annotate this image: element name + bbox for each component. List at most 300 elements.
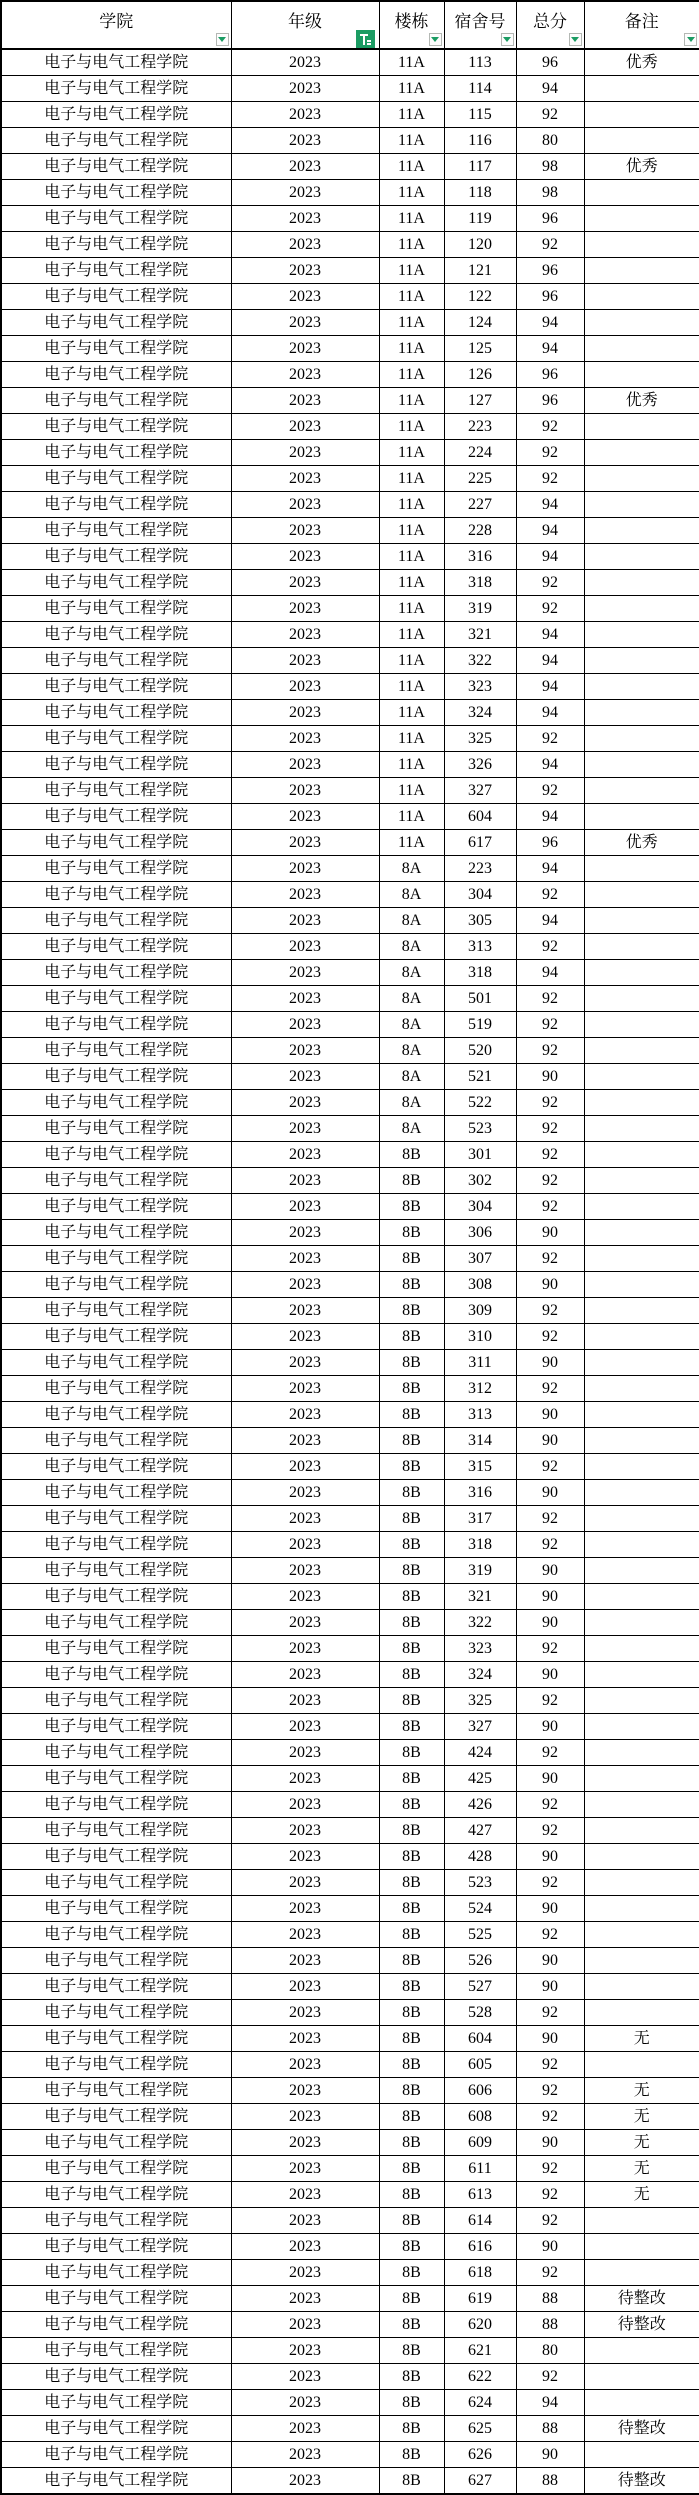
cell-remark[interactable] (584, 882, 699, 908)
cell-building[interactable]: 8B (379, 2312, 444, 2338)
cell-remark[interactable] (584, 1220, 699, 1246)
cell-score[interactable]: 90 (516, 1350, 584, 1376)
cell-college[interactable]: 电子与电气工程学院 (1, 1090, 231, 1116)
cell-building[interactable]: 8B (379, 1272, 444, 1298)
cell-score[interactable]: 92 (516, 1922, 584, 1948)
cell-room[interactable]: 304 (444, 882, 516, 908)
cell-remark[interactable] (584, 102, 699, 128)
cell-college[interactable]: 电子与电气工程学院 (1, 518, 231, 544)
cell-score[interactable]: 92 (516, 1142, 584, 1168)
cell-room[interactable]: 521 (444, 1064, 516, 1090)
cell-building[interactable]: 11A (379, 622, 444, 648)
cell-grade[interactable]: 2023 (231, 1194, 379, 1220)
cell-remark[interactable] (584, 1714, 699, 1740)
cell-remark[interactable] (584, 1246, 699, 1272)
cell-score[interactable]: 96 (516, 830, 584, 856)
cell-score[interactable]: 90 (516, 1974, 584, 2000)
cell-college[interactable]: 电子与电气工程学院 (1, 310, 231, 336)
cell-college[interactable]: 电子与电气工程学院 (1, 596, 231, 622)
cell-score[interactable]: 94 (516, 336, 584, 362)
cell-building[interactable]: 11A (379, 518, 444, 544)
cell-college[interactable]: 电子与电气工程学院 (1, 1168, 231, 1194)
cell-building[interactable]: 8B (379, 2364, 444, 2390)
cell-score[interactable]: 94 (516, 544, 584, 570)
cell-college[interactable]: 电子与电气工程学院 (1, 206, 231, 232)
cell-room[interactable]: 227 (444, 492, 516, 518)
cell-college[interactable]: 电子与电气工程学院 (1, 1454, 231, 1480)
cell-grade[interactable]: 2023 (231, 1480, 379, 1506)
cell-grade[interactable]: 2023 (231, 1532, 379, 1558)
cell-score[interactable]: 90 (516, 1428, 584, 1454)
cell-score[interactable]: 92 (516, 1038, 584, 1064)
cell-remark[interactable] (584, 1974, 699, 2000)
cell-remark[interactable] (584, 1688, 699, 1714)
cell-college[interactable]: 电子与电气工程学院 (1, 544, 231, 570)
cell-remark[interactable]: 无 (584, 2182, 699, 2208)
cell-grade[interactable]: 2023 (231, 934, 379, 960)
cell-score[interactable]: 94 (516, 804, 584, 830)
cell-college[interactable]: 电子与电气工程学院 (1, 648, 231, 674)
cell-college[interactable]: 电子与电气工程学院 (1, 1610, 231, 1636)
cell-building[interactable]: 11A (379, 752, 444, 778)
cell-remark[interactable] (584, 1584, 699, 1610)
cell-room[interactable]: 526 (444, 1948, 516, 1974)
cell-grade[interactable]: 2023 (231, 1974, 379, 2000)
cell-room[interactable]: 617 (444, 830, 516, 856)
cell-score[interactable]: 92 (516, 1818, 584, 1844)
cell-room[interactable]: 609 (444, 2130, 516, 2156)
cell-remark[interactable] (584, 1662, 699, 1688)
cell-room[interactable]: 605 (444, 2052, 516, 2078)
cell-score[interactable]: 92 (516, 2182, 584, 2208)
cell-building[interactable]: 8B (379, 1558, 444, 1584)
cell-college[interactable]: 电子与电气工程学院 (1, 2182, 231, 2208)
cell-college[interactable]: 电子与电气工程学院 (1, 700, 231, 726)
cell-room[interactable]: 622 (444, 2364, 516, 2390)
cell-score[interactable]: 96 (516, 284, 584, 310)
cell-remark[interactable] (584, 1532, 699, 1558)
cell-grade[interactable]: 2023 (231, 388, 379, 414)
col-header-college[interactable] (1, 1, 231, 49)
cell-college[interactable]: 电子与电气工程学院 (1, 49, 231, 76)
cell-room[interactable]: 501 (444, 986, 516, 1012)
cell-score[interactable]: 90 (516, 2442, 584, 2468)
cell-college[interactable]: 电子与电气工程学院 (1, 440, 231, 466)
cell-score[interactable]: 92 (516, 1298, 584, 1324)
cell-grade[interactable]: 2023 (231, 1402, 379, 1428)
cell-grade[interactable]: 2023 (231, 1324, 379, 1350)
cell-college[interactable]: 电子与电气工程学院 (1, 2390, 231, 2416)
cell-remark[interactable] (584, 1818, 699, 1844)
cell-building[interactable]: 8B (379, 2234, 444, 2260)
cell-score[interactable]: 92 (516, 1506, 584, 1532)
cell-college[interactable]: 电子与电气工程学院 (1, 1974, 231, 2000)
cell-college[interactable]: 电子与电气工程学院 (1, 1714, 231, 1740)
cell-grade[interactable]: 2023 (231, 1454, 379, 1480)
cell-room[interactable]: 315 (444, 1454, 516, 1480)
col-header-remark[interactable] (584, 1, 699, 49)
cell-score[interactable]: 90 (516, 1948, 584, 1974)
cell-room[interactable]: 127 (444, 388, 516, 414)
cell-building[interactable]: 11A (379, 570, 444, 596)
cell-building[interactable]: 8B (379, 2026, 444, 2052)
cell-remark[interactable]: 待整改 (584, 2312, 699, 2338)
cell-grade[interactable]: 2023 (231, 908, 379, 934)
cell-grade[interactable]: 2023 (231, 2130, 379, 2156)
cell-room[interactable]: 524 (444, 1896, 516, 1922)
cell-college[interactable]: 电子与电气工程学院 (1, 2156, 231, 2182)
cell-college[interactable]: 电子与电气工程学院 (1, 1740, 231, 1766)
cell-grade[interactable]: 2023 (231, 1116, 379, 1142)
cell-room[interactable]: 311 (444, 1350, 516, 1376)
cell-remark[interactable] (584, 2338, 699, 2364)
cell-college[interactable]: 电子与电气工程学院 (1, 2260, 231, 2286)
cell-college[interactable]: 电子与电气工程学院 (1, 1506, 231, 1532)
cell-college[interactable]: 电子与电气工程学院 (1, 1272, 231, 1298)
cell-building[interactable]: 8A (379, 1064, 444, 1090)
cell-college[interactable]: 电子与电气工程学院 (1, 180, 231, 206)
cell-score[interactable]: 92 (516, 2104, 584, 2130)
cell-room[interactable]: 327 (444, 778, 516, 804)
cell-grade[interactable]: 2023 (231, 518, 379, 544)
cell-grade[interactable]: 2023 (231, 778, 379, 804)
cell-remark[interactable] (584, 1064, 699, 1090)
cell-score[interactable]: 92 (516, 726, 584, 752)
cell-score[interactable]: 90 (516, 1558, 584, 1584)
cell-grade[interactable]: 2023 (231, 1038, 379, 1064)
cell-room[interactable]: 626 (444, 2442, 516, 2468)
cell-score[interactable]: 80 (516, 2338, 584, 2364)
cell-score[interactable]: 92 (516, 2078, 584, 2104)
cell-remark[interactable] (584, 310, 699, 336)
cell-remark[interactable] (584, 1090, 699, 1116)
cell-grade[interactable]: 2023 (231, 2364, 379, 2390)
cell-room[interactable]: 115 (444, 102, 516, 128)
cell-remark[interactable]: 无 (584, 2130, 699, 2156)
cell-building[interactable]: 8B (379, 1636, 444, 1662)
cell-score[interactable]: 90 (516, 1584, 584, 1610)
cell-score[interactable]: 92 (516, 1870, 584, 1896)
cell-score[interactable]: 90 (516, 1402, 584, 1428)
cell-remark[interactable] (584, 1454, 699, 1480)
cell-grade[interactable]: 2023 (231, 544, 379, 570)
cell-score[interactable]: 92 (516, 232, 584, 258)
cell-room[interactable]: 522 (444, 1090, 516, 1116)
cell-college[interactable]: 电子与电气工程学院 (1, 2468, 231, 2495)
cell-building[interactable]: 8B (379, 1532, 444, 1558)
cell-remark[interactable]: 优秀 (584, 154, 699, 180)
cell-building[interactable]: 11A (379, 180, 444, 206)
cell-building[interactable]: 8B (379, 2442, 444, 2468)
cell-remark[interactable] (584, 2000, 699, 2026)
cell-building[interactable]: 8B (379, 1350, 444, 1376)
cell-room[interactable]: 325 (444, 726, 516, 752)
cell-score[interactable]: 92 (516, 1116, 584, 1142)
cell-building[interactable]: 11A (379, 778, 444, 804)
cell-grade[interactable]: 2023 (231, 1064, 379, 1090)
cell-room[interactable]: 307 (444, 1246, 516, 1272)
cell-score[interactable]: 94 (516, 908, 584, 934)
cell-room[interactable]: 327 (444, 1714, 516, 1740)
cell-grade[interactable]: 2023 (231, 206, 379, 232)
cell-score[interactable]: 94 (516, 622, 584, 648)
cell-grade[interactable]: 2023 (231, 2052, 379, 2078)
cell-building[interactable]: 8A (379, 908, 444, 934)
cell-college[interactable]: 电子与电气工程学院 (1, 1688, 231, 1714)
cell-remark[interactable] (584, 2390, 699, 2416)
cell-college[interactable]: 电子与电气工程学院 (1, 154, 231, 180)
cell-remark[interactable] (584, 1350, 699, 1376)
cell-remark[interactable] (584, 1038, 699, 1064)
cell-building[interactable]: 8B (379, 1324, 444, 1350)
cell-remark[interactable]: 待整改 (584, 2468, 699, 2495)
cell-remark[interactable] (584, 1948, 699, 1974)
cell-remark[interactable] (584, 2364, 699, 2390)
cell-building[interactable]: 8B (379, 2182, 444, 2208)
cell-building[interactable]: 11A (379, 49, 444, 76)
cell-grade[interactable]: 2023 (231, 2416, 379, 2442)
cell-grade[interactable]: 2023 (231, 2026, 379, 2052)
cell-grade[interactable]: 2023 (231, 674, 379, 700)
cell-remark[interactable] (584, 1844, 699, 1870)
cell-college[interactable]: 电子与电气工程学院 (1, 986, 231, 1012)
cell-room[interactable]: 119 (444, 206, 516, 232)
cell-remark[interactable] (584, 76, 699, 102)
cell-building[interactable]: 8B (379, 2078, 444, 2104)
cell-building[interactable]: 8A (379, 934, 444, 960)
cell-building[interactable]: 11A (379, 648, 444, 674)
cell-score[interactable]: 92 (516, 1168, 584, 1194)
cell-college[interactable]: 电子与电气工程学院 (1, 1480, 231, 1506)
cell-score[interactable]: 90 (516, 2026, 584, 2052)
cell-room[interactable]: 308 (444, 1272, 516, 1298)
cell-remark[interactable] (584, 1272, 699, 1298)
college-filter-dropdown-button[interactable] (216, 33, 229, 46)
cell-college[interactable]: 电子与电气工程学院 (1, 752, 231, 778)
cell-room[interactable]: 124 (444, 310, 516, 336)
cell-grade[interactable]: 2023 (231, 1766, 379, 1792)
cell-building[interactable]: 8B (379, 1922, 444, 1948)
cell-college[interactable]: 电子与电气工程学院 (1, 1298, 231, 1324)
cell-building[interactable]: 11A (379, 544, 444, 570)
cell-score[interactable]: 92 (516, 1376, 584, 1402)
cell-college[interactable]: 电子与电气工程学院 (1, 492, 231, 518)
cell-college[interactable]: 电子与电气工程学院 (1, 1064, 231, 1090)
cell-grade[interactable]: 2023 (231, 700, 379, 726)
cell-score[interactable]: 90 (516, 1220, 584, 1246)
cell-remark[interactable] (584, 1636, 699, 1662)
cell-score[interactable]: 92 (516, 934, 584, 960)
cell-room[interactable]: 223 (444, 856, 516, 882)
cell-grade[interactable]: 2023 (231, 596, 379, 622)
cell-room[interactable]: 225 (444, 466, 516, 492)
cell-building[interactable]: 8B (379, 1194, 444, 1220)
cell-grade[interactable]: 2023 (231, 2208, 379, 2234)
cell-score[interactable]: 92 (516, 986, 584, 1012)
cell-remark[interactable] (584, 1168, 699, 1194)
cell-grade[interactable]: 2023 (231, 1558, 379, 1584)
cell-grade[interactable]: 2023 (231, 726, 379, 752)
cell-grade[interactable]: 2023 (231, 1792, 379, 1818)
cell-grade[interactable]: 2023 (231, 2338, 379, 2364)
cell-room[interactable]: 304 (444, 1194, 516, 1220)
cell-grade[interactable]: 2023 (231, 440, 379, 466)
cell-building[interactable]: 11A (379, 310, 444, 336)
cell-building[interactable]: 8B (379, 1480, 444, 1506)
cell-grade[interactable]: 2023 (231, 492, 379, 518)
cell-room[interactable]: 613 (444, 2182, 516, 2208)
cell-college[interactable]: 电子与电气工程学院 (1, 1558, 231, 1584)
cell-building[interactable]: 8A (379, 856, 444, 882)
cell-grade[interactable]: 2023 (231, 232, 379, 258)
cell-building[interactable]: 8B (379, 1974, 444, 2000)
remark-filter-dropdown-button[interactable] (684, 33, 697, 46)
cell-college[interactable]: 电子与电气工程学院 (1, 414, 231, 440)
cell-building[interactable]: 8B (379, 1168, 444, 1194)
cell-building[interactable]: 11A (379, 440, 444, 466)
cell-remark[interactable] (584, 206, 699, 232)
cell-score[interactable]: 98 (516, 180, 584, 206)
cell-grade[interactable]: 2023 (231, 2078, 379, 2104)
cell-grade[interactable]: 2023 (231, 2182, 379, 2208)
cell-room[interactable]: 114 (444, 76, 516, 102)
cell-remark[interactable] (584, 284, 699, 310)
cell-grade[interactable]: 2023 (231, 2442, 379, 2468)
col-header-room[interactable] (444, 1, 516, 49)
cell-room[interactable]: 604 (444, 804, 516, 830)
cell-remark[interactable] (584, 700, 699, 726)
cell-remark[interactable] (584, 908, 699, 934)
room-filter-dropdown-button[interactable] (501, 33, 514, 46)
cell-building[interactable]: 8B (379, 1298, 444, 1324)
cell-grade[interactable]: 2023 (231, 2156, 379, 2182)
cell-college[interactable]: 电子与电气工程学院 (1, 2312, 231, 2338)
cell-grade[interactable]: 2023 (231, 310, 379, 336)
cell-room[interactable]: 614 (444, 2208, 516, 2234)
cell-building[interactable]: 8B (379, 1688, 444, 1714)
cell-building[interactable]: 11A (379, 674, 444, 700)
cell-college[interactable]: 电子与电气工程学院 (1, 2130, 231, 2156)
cell-college[interactable]: 电子与电气工程学院 (1, 2052, 231, 2078)
cell-remark[interactable] (584, 440, 699, 466)
cell-remark[interactable] (584, 2442, 699, 2468)
cell-grade[interactable]: 2023 (231, 180, 379, 206)
cell-building[interactable]: 8B (379, 1896, 444, 1922)
cell-remark[interactable] (584, 1870, 699, 1896)
cell-remark[interactable] (584, 752, 699, 778)
cell-grade[interactable]: 2023 (231, 804, 379, 830)
cell-building[interactable]: 8B (379, 2468, 444, 2495)
cell-building[interactable]: 8B (379, 1142, 444, 1168)
cell-grade[interactable]: 2023 (231, 2260, 379, 2286)
cell-college[interactable]: 电子与电气工程学院 (1, 1922, 231, 1948)
cell-building[interactable]: 11A (379, 232, 444, 258)
cell-remark[interactable] (584, 1428, 699, 1454)
cell-remark[interactable] (584, 1480, 699, 1506)
cell-building[interactable]: 8B (379, 1844, 444, 1870)
cell-remark[interactable] (584, 986, 699, 1012)
cell-grade[interactable]: 2023 (231, 2234, 379, 2260)
cell-building[interactable]: 8B (379, 2156, 444, 2182)
cell-college[interactable]: 电子与电气工程学院 (1, 1948, 231, 1974)
cell-remark[interactable] (584, 622, 699, 648)
cell-college[interactable]: 电子与电气工程学院 (1, 1428, 231, 1454)
cell-college[interactable]: 电子与电气工程学院 (1, 284, 231, 310)
cell-room[interactable]: 113 (444, 49, 516, 76)
cell-remark[interactable]: 无 (584, 2026, 699, 2052)
cell-grade[interactable]: 2023 (231, 1168, 379, 1194)
cell-building[interactable]: 8B (379, 2286, 444, 2312)
cell-college[interactable]: 电子与电气工程学院 (1, 882, 231, 908)
cell-remark[interactable] (584, 1402, 699, 1428)
cell-college[interactable]: 电子与电气工程学院 (1, 1636, 231, 1662)
cell-grade[interactable]: 2023 (231, 2000, 379, 2026)
cell-building[interactable]: 8B (379, 2208, 444, 2234)
cell-room[interactable]: 611 (444, 2156, 516, 2182)
cell-room[interactable]: 527 (444, 1974, 516, 2000)
cell-score[interactable]: 96 (516, 258, 584, 284)
cell-building[interactable]: 8B (379, 2338, 444, 2364)
cell-building[interactable]: 8B (379, 1428, 444, 1454)
cell-building[interactable]: 11A (379, 154, 444, 180)
cell-room[interactable]: 425 (444, 1766, 516, 1792)
cell-remark[interactable]: 待整改 (584, 2416, 699, 2442)
cell-room[interactable]: 519 (444, 1012, 516, 1038)
cell-room[interactable]: 312 (444, 1376, 516, 1402)
cell-building[interactable]: 11A (379, 102, 444, 128)
cell-remark[interactable] (584, 362, 699, 388)
cell-college[interactable]: 电子与电气工程学院 (1, 2442, 231, 2468)
cell-college[interactable]: 电子与电气工程学院 (1, 128, 231, 154)
cell-remark[interactable] (584, 128, 699, 154)
cell-college[interactable]: 电子与电气工程学院 (1, 1012, 231, 1038)
cell-grade[interactable]: 2023 (231, 986, 379, 1012)
cell-room[interactable]: 604 (444, 2026, 516, 2052)
cell-college[interactable]: 电子与电气工程学院 (1, 1350, 231, 1376)
cell-score[interactable]: 94 (516, 752, 584, 778)
cell-score[interactable]: 90 (516, 1610, 584, 1636)
cell-building[interactable]: 11A (379, 700, 444, 726)
cell-remark[interactable]: 优秀 (584, 388, 699, 414)
cell-college[interactable]: 电子与电气工程学院 (1, 778, 231, 804)
cell-room[interactable]: 224 (444, 440, 516, 466)
cell-score[interactable]: 92 (516, 2000, 584, 2026)
cell-college[interactable]: 电子与电气工程学院 (1, 1038, 231, 1064)
cell-grade[interactable]: 2023 (231, 2390, 379, 2416)
cell-building[interactable]: 11A (379, 388, 444, 414)
cell-score[interactable]: 90 (516, 1662, 584, 1688)
cell-score[interactable]: 92 (516, 778, 584, 804)
cell-grade[interactable]: 2023 (231, 1662, 379, 1688)
cell-college[interactable]: 电子与电气工程学院 (1, 1818, 231, 1844)
cell-remark[interactable] (584, 648, 699, 674)
cell-remark[interactable] (584, 2208, 699, 2234)
cell-grade[interactable]: 2023 (231, 622, 379, 648)
cell-building[interactable]: 8B (379, 1870, 444, 1896)
cell-building[interactable]: 8A (379, 1090, 444, 1116)
cell-score[interactable]: 92 (516, 1532, 584, 1558)
cell-college[interactable]: 电子与电气工程学院 (1, 804, 231, 830)
cell-building[interactable]: 8B (379, 1714, 444, 1740)
cell-remark[interactable] (584, 336, 699, 362)
cell-score[interactable]: 92 (516, 2260, 584, 2286)
cell-remark[interactable] (584, 1740, 699, 1766)
cell-room[interactable]: 118 (444, 180, 516, 206)
cell-remark[interactable] (584, 804, 699, 830)
cell-room[interactable]: 116 (444, 128, 516, 154)
cell-grade[interactable]: 2023 (231, 1922, 379, 1948)
cell-remark[interactable] (584, 1376, 699, 1402)
